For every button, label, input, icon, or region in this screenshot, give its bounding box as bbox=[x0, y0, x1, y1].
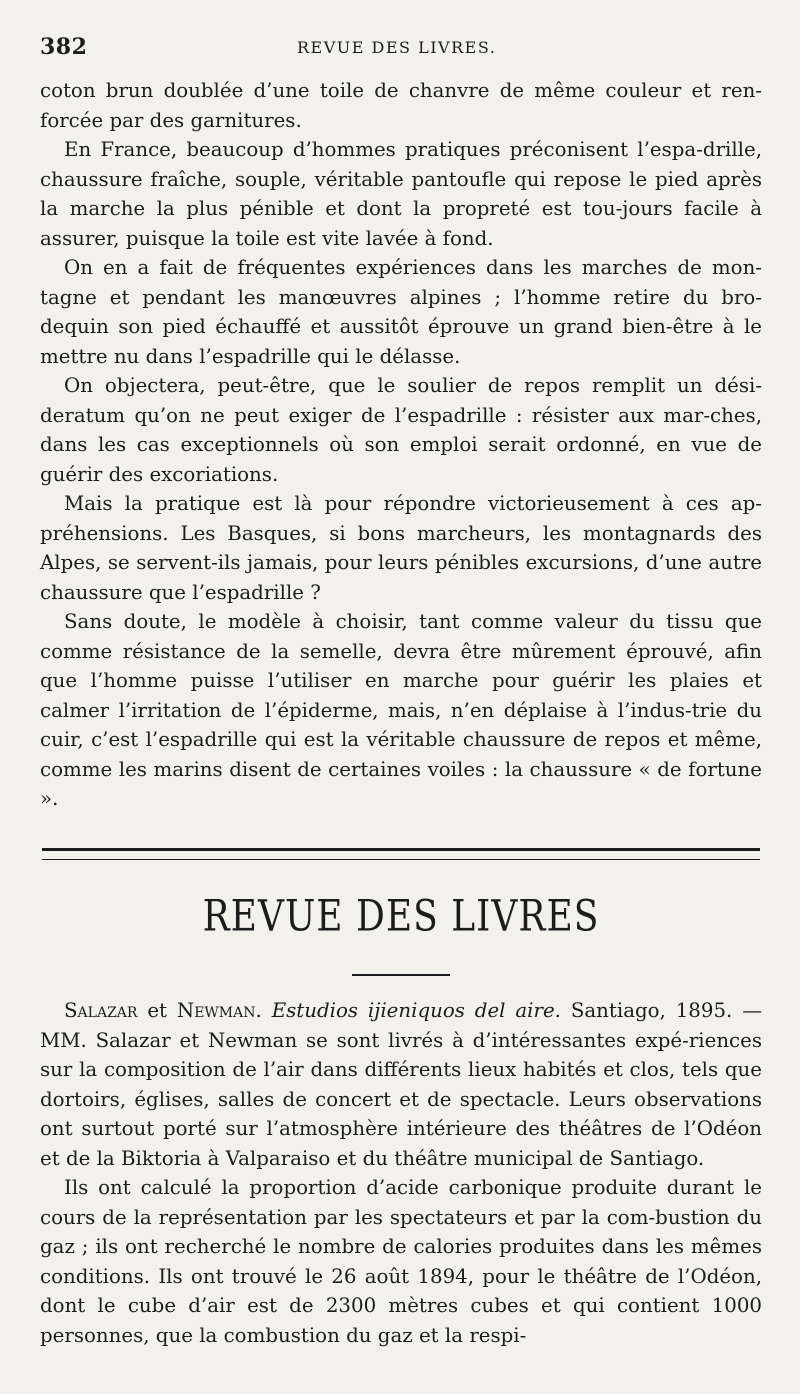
article-continuation bbox=[40, 76, 762, 814]
review-place-year: Santiago, 1895. bbox=[570, 999, 733, 1022]
review-paragraph-1 bbox=[40, 996, 762, 1173]
review-book-title: Estudios ijieniquos del aire. bbox=[271, 999, 561, 1022]
book-review bbox=[40, 996, 762, 1350]
running-title: REVUE DES LIVRES. bbox=[297, 38, 497, 57]
review-paragraph-2: Ils ont calculé la proportion d’acide carbonique produite durant le cours de la représentation par les spectateurs et par la com-bustion du gaz ; ils ont recherché le nombre de calories produites dans les mêmes conditions. Ils ont trouvé le 26 août 1894, pour le théâtre de l’Odéon, dont le cube d’air est de 2300 mètres cubes et qui contient 1000 personnes, que la combustion du gaz et la respi- bbox=[40, 1176, 762, 1347]
page-number: 382 bbox=[40, 34, 88, 60]
section-title: REVUE DES LIVRES bbox=[202, 892, 600, 942]
review-author-2: Newman. bbox=[176, 999, 262, 1022]
review-author-1: Salazar bbox=[64, 999, 138, 1022]
running-head bbox=[40, 34, 762, 62]
paragraph-4: On objectera, peut-être, que le soulier de repos remplit un dési-deratum qu’on ne peut exiger de l’espadrille : résister aux mar-ches, dans les cas exceptionnels où son emploi serait ordonné, en vue de guérir des excoriations. bbox=[40, 374, 762, 486]
paragraph-5: Mais la pratique est là pour répondre victorieusement à ces ap-préhensions. Les Basques, si bons marcheurs, les montagnards des Alpes, se servent-ils jamais, pour leurs pénibles excursions, d’une autre chaussure que l’espadrille ? bbox=[40, 492, 762, 604]
section-divider bbox=[42, 848, 760, 860]
book-page bbox=[40, 30, 762, 1380]
review-text-1: — MM. Salazar et Newman se sont livrés à d’intéressantes expé-riences sur la composition de l’air dans différents lieux habités et clos, tels que dortoirs, églises, salles de concert et de spectacle. Leurs observations ont surtout porté sur l’atmosphère intérieure des théâtres de l’Odéon et de la Biktoria à Valparaiso et du théâtre municipal de Santiago. bbox=[40, 999, 763, 1170]
paragraph-3: On en a fait de fréquentes expériences dans les marches de mon-tagne et pendant les manœuvres alpines ; l’homme retire du bro-dequin son pied échauffé et aussitôt éprouve un grand bien-être à le mettre nu dans l’espadrille qui le délasse. bbox=[40, 256, 762, 368]
paragraph-1: coton brun doublée d’une toile de chanvre de même couleur et ren-forcée par des garnitures. bbox=[40, 79, 762, 132]
paragraph-2: En France, beaucoup d’hommes pratiques préconisent l’espa-drille, chaussure fraîche, souple, véritable pantoufle qui repose le pied après la marche la plus pénible et dont la propreté est tou-jours facile à assurer, puisque la toile est vite lavée à fond. bbox=[40, 138, 762, 250]
paragraph-6: Sans doute, le modèle à choisir, tant comme valeur du tissu que comme résistance de la semelle, devra être mûrement éprouvé, afin que l’homme puisse l’utiliser en marche pour guérir les plaies et calmer l’irritation de l’épiderme, mais, n’en déplaise à l’indus-trie du cuir, c’est l’espadrille qui est la véritable chaussure de repos et même, comme les marins disent de certaines voiles : la chaussure « de fortune ». bbox=[40, 610, 762, 810]
review-conjunction: et bbox=[147, 999, 167, 1022]
title-underline bbox=[352, 974, 450, 976]
